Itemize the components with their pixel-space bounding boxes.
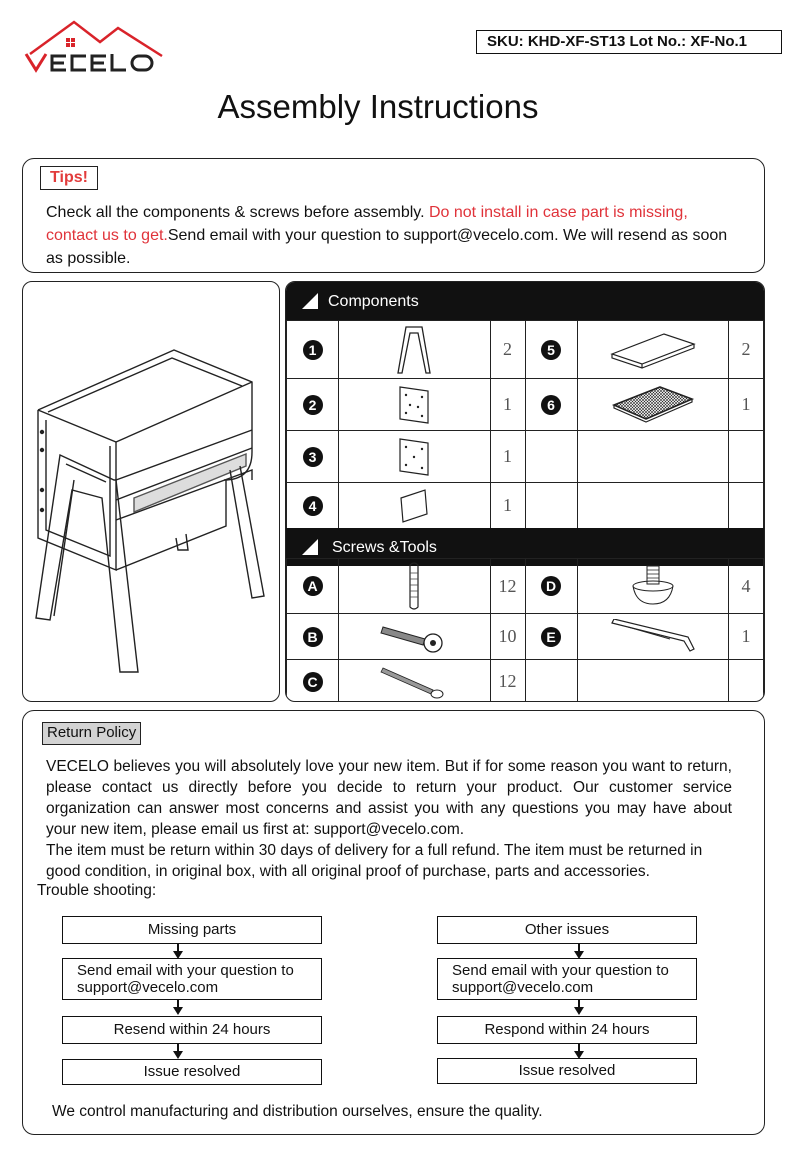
part-number: 2 [303, 395, 323, 415]
part-number: 1 [303, 340, 323, 360]
part-quantity: 2 [729, 321, 764, 379]
part-number: 3 [303, 447, 323, 467]
components-table [285, 281, 765, 702]
hardware-quantity: 12 [490, 559, 525, 614]
components-header [286, 282, 764, 320]
arrow-down-icon [173, 1007, 183, 1015]
tips-text-normal: Check all the components & screws before assembly. [46, 204, 429, 221]
nightstand-illustration [26, 320, 276, 680]
shelf-panel-icon [608, 330, 698, 370]
components-grid [286, 320, 764, 529]
side-panel-icon [396, 435, 432, 479]
table-row [287, 321, 764, 379]
hardware-picture [577, 614, 729, 660]
hardware-letter: D [541, 576, 561, 596]
part-picture [339, 431, 491, 483]
part-number: 4 [303, 496, 323, 516]
flow-step: Issue resolved [437, 1058, 697, 1084]
vecelo-logo [22, 16, 197, 78]
hardware-quantity: 1 [729, 614, 764, 660]
hardware-letter: E [541, 627, 561, 647]
part-quantity: 2 [490, 321, 525, 379]
table-row [287, 559, 764, 614]
components-title: Components [328, 293, 419, 310]
screws-tools-title: Screws &Tools [332, 539, 437, 556]
part-quantity: 1 [490, 483, 525, 529]
hardware-quantity: 4 [729, 559, 764, 614]
corner-triangle-icon [302, 293, 318, 309]
return-policy-paragraph: VECELO believes you will absolutely love your new item. But if for some reason you want to return, please contact us directly before you decide to return your product. Our customer service organization can answer most concerns and assist you with any questions you may have about your new item, please email us first at: support@vecelo.com. [46, 758, 732, 838]
return-policy-paragraph: The item must be return within 30 days of delivery for a full refund. The item must be returned in good condition, in original box, with all original proof of purchase, parts and accessories. [46, 842, 703, 880]
flow-step: Send email with your question to support@vecelo.com [437, 958, 697, 1000]
table-row [287, 483, 764, 529]
flow-step: Missing parts [62, 916, 322, 944]
part-quantity: 1 [490, 379, 525, 431]
hardware-picture [339, 614, 491, 660]
quality-statement: We control manufacturing and distribution ourselves, ensure the quality. [52, 1103, 543, 1120]
part-quantity: 1 [490, 431, 525, 483]
table-row [287, 614, 764, 660]
part-picture [577, 379, 729, 431]
tips-text [46, 201, 736, 270]
hardware-letter: B [303, 627, 323, 647]
part-number: 6 [541, 395, 561, 415]
dowel-icon [402, 561, 426, 611]
flow-step: Other issues [437, 916, 697, 944]
arrow-down-icon [173, 1051, 183, 1059]
part-picture [339, 379, 491, 431]
hardware-quantity: 12 [490, 660, 525, 703]
back-panel-icon [397, 488, 431, 524]
leg-frame-icon [394, 325, 434, 375]
part-picture [577, 321, 729, 379]
table-row [287, 660, 764, 703]
flow-step: Respond within 24 hours [437, 1016, 697, 1044]
trouble-shooting-label: Trouble shooting: [37, 882, 157, 899]
hardware-picture [577, 559, 729, 614]
part-quantity: 1 [729, 379, 764, 431]
table-row [287, 379, 764, 431]
arrow-down-icon [574, 1007, 584, 1015]
part-number: 5 [541, 340, 561, 360]
tips-text-warning: Do not install in case part is missing, contact us to get. [46, 204, 688, 244]
screws-grid [286, 558, 764, 702]
long-screw-icon [379, 664, 449, 700]
bolt-icon [379, 619, 449, 655]
side-panel-icon [396, 383, 432, 427]
tips-text-contact: Send email with your question to support@vecelo.com. We will resend as soon as possible. [46, 227, 728, 267]
hardware-picture [339, 660, 491, 703]
return-policy-text [46, 756, 732, 882]
return-policy-label: Return Policy [42, 722, 141, 745]
hardware-letter: C [303, 672, 323, 692]
leveling-foot-icon [628, 564, 678, 608]
tips-label: Tips! [40, 166, 98, 190]
flow-step: Issue resolved [62, 1059, 322, 1085]
mesh-panel-icon [610, 385, 696, 425]
flow-step: Send email with your question to support@vecelo.com [62, 958, 322, 1000]
page-title: Assembly Instructions [217, 88, 539, 125]
allen-key-icon [608, 619, 698, 655]
part-picture [339, 483, 491, 529]
sku-label: SKU: KHD-XF-ST13 Lot No.: XF-No.1 [476, 30, 782, 54]
corner-triangle-icon [302, 539, 318, 555]
hardware-letter: A [303, 576, 323, 596]
hardware-picture [339, 559, 491, 614]
table-row [287, 431, 764, 483]
hardware-quantity: 10 [490, 614, 525, 660]
part-picture [339, 321, 491, 379]
flow-step: Resend within 24 hours [62, 1016, 322, 1044]
